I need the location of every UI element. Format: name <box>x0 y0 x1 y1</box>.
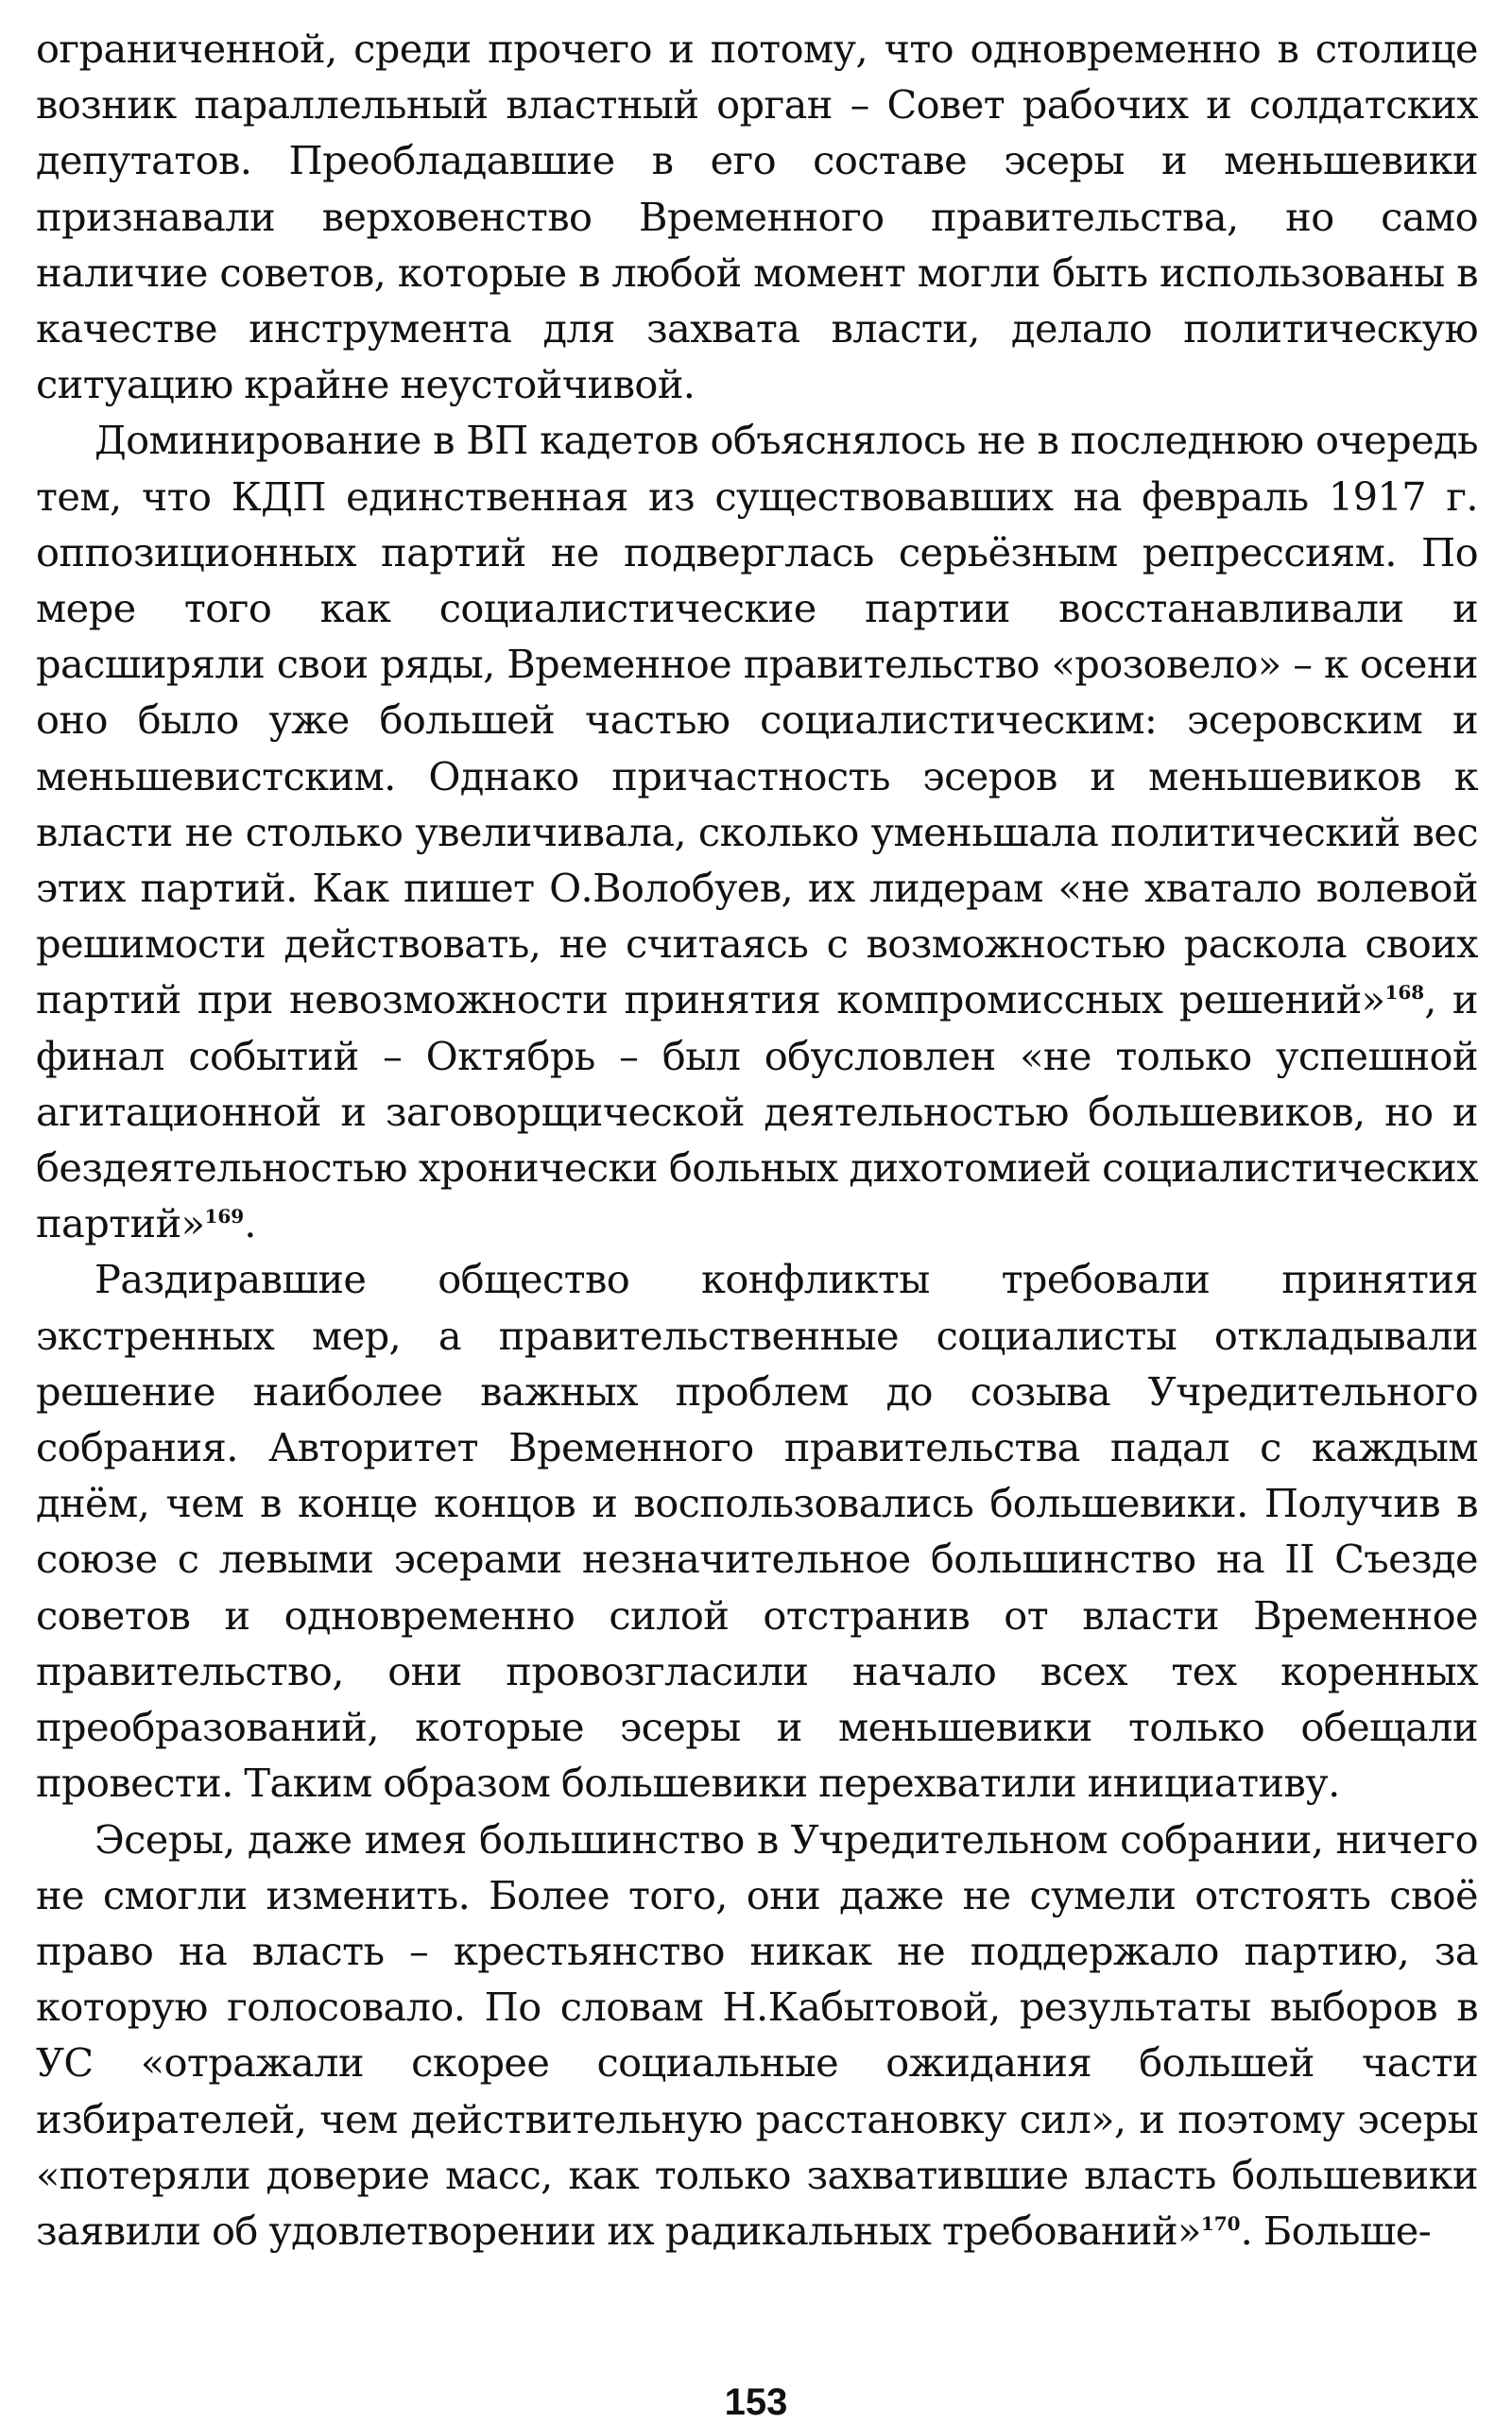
paragraph-3 <box>36 1251 1478 1811</box>
paragraph-3-text: Раздиравшие общество конфликты требовали принятия экстренных мер, а правительственные социалисты откладывали решение наиболее важных проблем до созыва Учредительного собрания. Авторитет Временного правительства падал с каждым днём, чем в конце концов и воспользовались большевики. Получив в союзе с левыми эсерами незначительное большинство на II Съезде советов и одновременно силой отстранив от власти Временное правительство, они провозгласили начало всех тех коренных преобразований, которые эсеры и меньшевики только обещали провести. Таким образом большевики перехватили инициативу. <box>36 1256 1478 1807</box>
footnote-ref-170[interactable]: 170 <box>1200 2212 1241 2236</box>
paragraph-2-text-continued: , и финал событий – Октябрь – был обусловлен «не только успешной агитационной и заговорщической деятельностью большевиков, но и бездеятельностью хронически больных дихотомией социалистических партий» <box>36 976 1478 1247</box>
paragraph-4 <box>36 1812 1478 2260</box>
paragraph-4-text: Эсеры, даже имея большинство в Учредительном собрании, ничего не смогли изменить. Более того, они даже не сумели отстоять своё право на власть – крестьянство никак не поддержало партию, за которую голосовало. По словам Н.Кабытовой, результаты выборов в УС «отражали скорее социальные ожидания большей части избирателей, чем действительную расстановку сил», и поэтому эсеры «потеряли доверие масс, как только захватившие власть большевики заявили об удовлетворении их радикальных требований» <box>36 1815 1478 2254</box>
paragraph-2-text-end: . <box>244 1200 256 1247</box>
footnote-ref-168[interactable]: 168 <box>1384 981 1425 1005</box>
paragraph-1-text: ограниченной, среди прочего и потому, что одновременно в столице возник параллельный властный орган – Совет рабочих и солдатских депутатов. Преобладавшие в его составе эсеры и меньшевики признавали верховенство Временного правительства, но само наличие советов, которые в любой момент могли быть использованы в качестве инструмента для захвата власти, делало политическую ситуацию крайне неустойчивой. <box>36 26 1478 408</box>
paragraph-2 <box>36 412 1478 1251</box>
page-number: 153 <box>724 2381 788 2423</box>
paragraph-1 <box>36 21 1478 412</box>
page-body <box>36 21 1478 2259</box>
paragraph-2-text: Доминирование в ВП кадетов объяснялось не в последнюю очередь тем, что КДП единственная из существовавших на февраль 1917 г. оппозиционных партий не подверглась серьёзным репрессиям. По мере того как социалистические партии восстанавливали и расширяли свои ряды, Временное правительство «розовело» – к осени оно было уже большей частью социалистическим: эсеровским и меньшевистским. Однако причастность эсеров и меньшевиков к власти не столько увеличивала, сколько уменьшала политический вес этих партий. Как пишет О.Волобуев, их лидерам «не хватало волевой решимости действовать, не считаясь с возможностью раскола своих партий при невозможности принятия компромиссных решений» <box>36 417 1478 1023</box>
paragraph-4-text-continued: . Больше- <box>1240 2207 1432 2254</box>
footnote-ref-169[interactable]: 169 <box>204 1205 245 1229</box>
